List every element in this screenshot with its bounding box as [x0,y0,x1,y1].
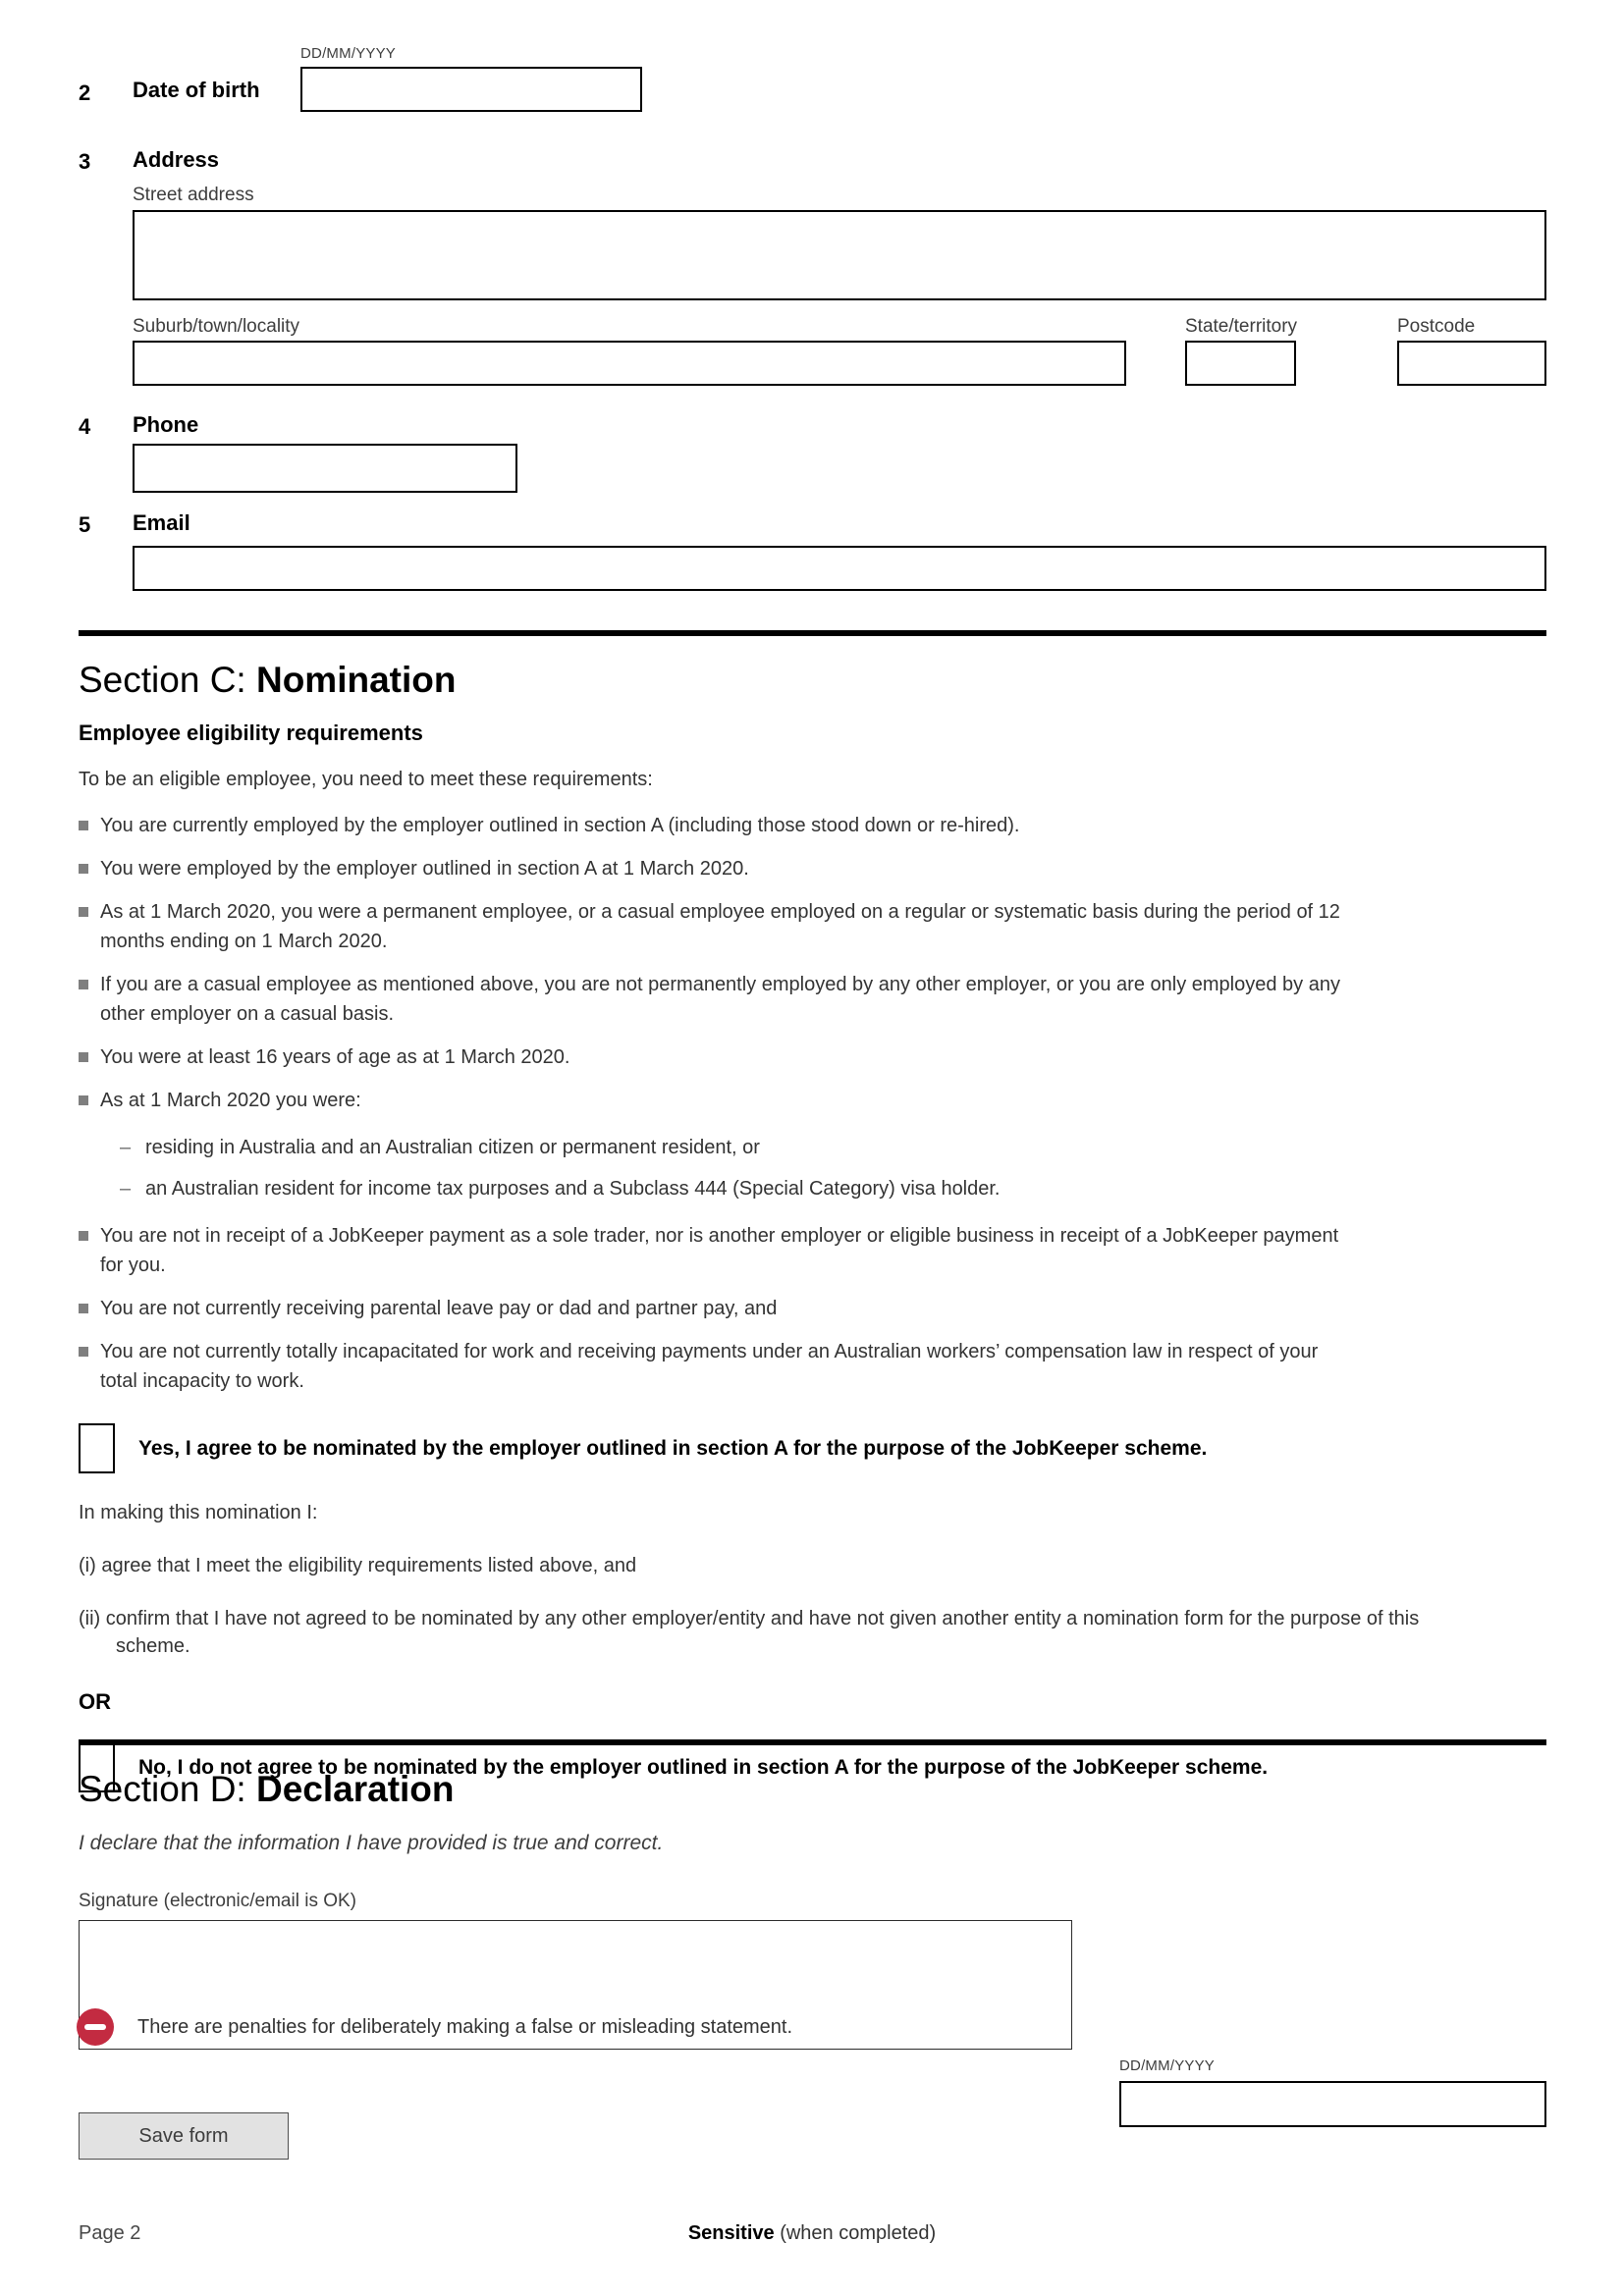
warning-icon [77,2008,114,2046]
section-d [79,1739,1546,2074]
street-address-label: Street address [133,185,254,205]
list-item: As at 1 March 2020, you were a permanent employee, or a casual employee employed on a regular or systematic basis during the period of 12 months ending on 1 March 2020. [79,897,1355,956]
question-number-2: 2 [79,80,91,105]
street-address-input[interactable] [133,210,1546,300]
eligibility-intro: To be an eligible employee, you need to meet these requirements: [79,769,653,790]
yes-nomination-row [79,1423,1546,1473]
yes-statement: Yes, I agree to be nominated by the employer outlined in section A for the purpose of the JobKeeper scheme. [138,1436,1208,1460]
page-footer [0,2222,1624,2252]
list-item: If you are a casual employee as mentioned above, you are not permanently employed by any other employer, or you are only employed by any other employer on a casual basis. [79,970,1355,1029]
declaration-date-input[interactable] [1119,2081,1546,2127]
address-row [0,147,1624,389]
list-item: – residing in Australia and an Australian citizen or permanent resident, or [120,1133,1355,1162]
section-d-divider [79,1739,1546,1745]
section-c-title-prefix: Section C: [79,660,256,700]
yes-checkbox[interactable] [79,1423,115,1473]
list-item: You were employed by the employer outlined in section A at 1 March 2020. [79,854,1355,883]
email-row [0,510,1624,593]
phone-input[interactable] [133,444,517,493]
or-label: OR [79,1689,111,1714]
penalty-warning [77,2008,1451,2046]
declaration-statement: I declare that the information I have provided is true and correct. [79,1832,664,1854]
clause-i: (i) agree that I meet the eligibility requirements listed above, and [79,1555,637,1576]
section-d-title-bold: Declaration [255,1769,455,1809]
address-label: Address [133,147,220,172]
eligibility-list [79,811,1355,1396]
list-item: You are not currently totally incapacitated for work and receiving payments under an Australian workers’ compensation law in respect of your total incapacity to work. [79,1337,1355,1396]
question-number-4: 4 [79,414,91,439]
page-number: Page 2 [79,2222,141,2244]
section-c-title-bold: Nomination [255,660,457,700]
list-item [79,1086,1355,1203]
no-statement: No, I do not agree to be nominated by the employer outlined in section A for the purpose of the JobKeeper scheme. [138,1755,1269,1779]
section-d-title-prefix: Section D: [79,1769,256,1809]
sensitive-bold: Sensitive [687,2222,775,2244]
section-c [79,630,1546,1792]
state-territory-label: State/territory [1185,316,1298,337]
section-c-title [79,660,1546,701]
postcode-label: Postcode [1397,316,1476,337]
date-of-birth-label: Date of birth [133,78,260,102]
state-territory-input[interactable] [1185,341,1296,386]
save-form-button[interactable]: Save form [79,2112,289,2160]
postcode-input[interactable] [1397,341,1546,386]
declaration-date-block [1119,2057,1546,2127]
list-item: You are not currently receiving parental leave pay or dad and partner pay, and [79,1294,1355,1323]
email-input[interactable] [133,546,1546,591]
list-item: – an Australian resident for income tax purposes and a Subclass 444 (Special Category) visa holder. [120,1174,1355,1203]
date-of-birth-input[interactable] [300,67,642,112]
suburb-label: Suburb/town/locality [133,316,300,337]
question-number-5: 5 [79,512,91,537]
signature-label: Signature (electronic/email is OK) [79,1891,356,1911]
section-d-title [79,1769,1546,1810]
list-item-text: As at 1 March 2020 you were: [100,1090,361,1111]
sensitive-rest: (when completed) [774,2222,937,2244]
list-item: You were at least 16 years of age as at 1 March 2020. [79,1042,1355,1072]
date-format-label: DD/MM/YYYY [1119,2057,1216,2074]
phone-label: Phone [133,412,199,437]
date-of-birth-row [0,45,1624,120]
date-format-label: DD/MM/YYYY [300,45,397,62]
list-item: You are currently employed by the employer outlined in section A (including those stood down or re-hired). [79,811,1355,840]
nomination-intro: In making this nomination I: [79,1502,318,1523]
clause-ii: (ii) confirm that I have not agreed to be nominated by any other employer/entity and have not given another entity a nomination form for the purpose of this scheme. [79,1608,1420,1657]
phone-row [0,412,1624,493]
suburb-input[interactable] [133,341,1126,386]
eligibility-subheading: Employee eligibility requirements [79,721,423,745]
section-c-divider [79,630,1546,636]
warning-text: There are penalties for deliberately making a false or misleading statement. [137,2015,793,2038]
residency-sublist [120,1133,1355,1203]
email-label: Email [133,510,190,535]
sensitive-marking [0,2222,1624,2245]
question-number-3: 3 [79,149,91,174]
list-item: You are not in receipt of a JobKeeper payment as a sole trader, nor is another employer or eligible business in receipt of a JobKeeper payment for you. [79,1221,1355,1280]
